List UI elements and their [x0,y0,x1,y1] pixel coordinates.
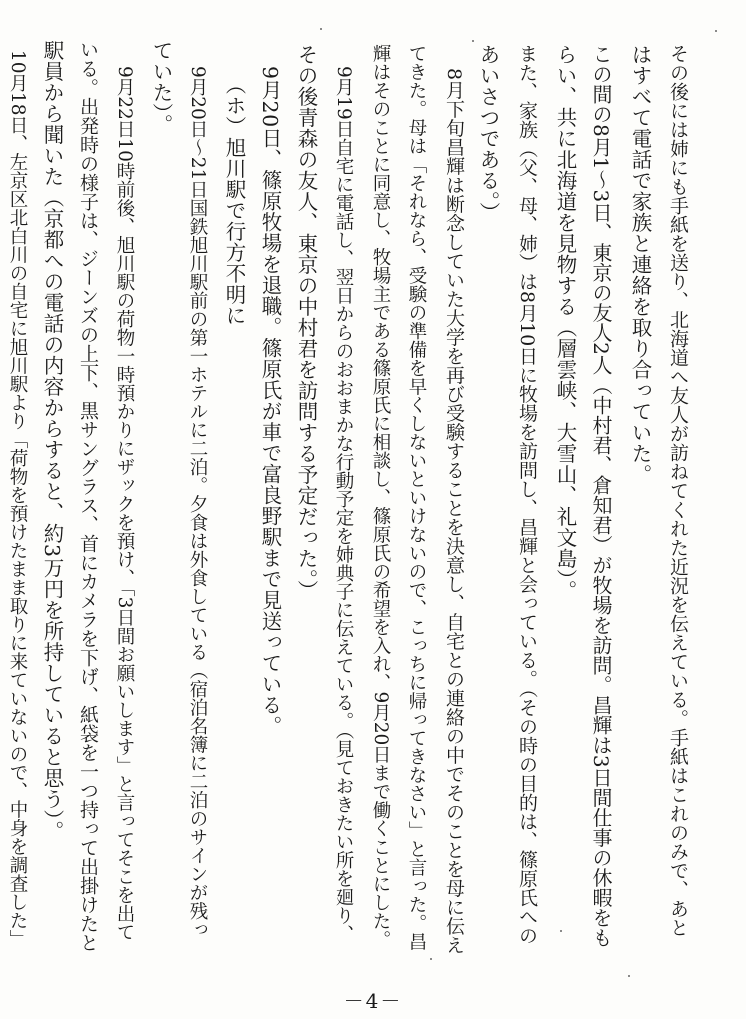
text-column-18: 駅員から聞いた（京都への電話の内容からすると、約3万円を所持していると思う）。 [40,40,64,842]
text-column-11: その後青森の友人、東京の中村君を訪問する予定だった。） [294,44,318,601]
text-column-3: この間の8月1～3日、東京の友人2人（中村君、倉知君）が牧場を訪問。昌輝は3日間仕事の休暇をも [589,44,613,948]
text-column-19: 10月18日、左京区北白川の自宅に旭川駅より「荷物を預けたまま取りに来ていないので、中身を調査した」 [7,50,28,949]
scan-speck [560,930,562,932]
text-column-1: その後には姉にも手紙を送り、北海道へ友人が訪ねてくれた近況を伝えている。手紙はこれのみで、あと [667,44,689,937]
scan-speck [472,40,474,42]
text-column-7: 8月下旬昌輝は断念していた大学を再び受験することを決意し、自宅との連絡の中でそのことを母に伝え [443,68,465,955]
text-column-15: ていた）。 [149,40,173,135]
text-column-10: 9月19日自宅に電話し、翌日からのおおまかな行動予定を姉典子に伝えている。（見ておきたい所を廻り、 [333,66,354,944]
text-column-12: 9月20日、篠原牧場を退職。篠原氏が車で富良野駅まで見送っている。 [258,66,282,737]
text-column-4: らい、共に北海道を見物する（層雲峡、大雪山、礼文島）。 [553,44,577,601]
text-column-17: いる。出発時の様子は、ジーンズの上下、黒サングラス、首にカメラを下げ、紙袋を一つ持って出掛けたと [77,40,99,952]
text-column-2: はすべて電話で家族と連絡を取り合っていた。 [628,44,652,485]
scan-speck [628,975,630,977]
scan-speck [430,958,432,960]
text-column-5: また、家族（父、母、姉）は8月10日に牧場を訪問し、昌輝と会っている。（その時の目的は、篠原氏への [516,44,538,945]
page-number: －4－ [343,989,403,1013]
scan-speck [320,28,322,30]
text-column-8: てきた。母は「それなら、受験の準備を早くしないといけないので、こっちに帰ってきなさい」と言った。昌 [406,44,427,951]
text-column-14: 9月20日～21日国鉄旭川駅前の第一ホテルに二泊。夕食は外食している（宿泊名簿に二泊のサインが残っ [187,66,208,939]
text-column-16: 9月22日10時前後、旭川駅の荷物一時預かりにザックを預け、「3日間お願いします」と言ってそこを出て [114,66,135,942]
section-heading: （ホ）旭川駅で行方不明に [222,74,246,326]
scan-speck [715,30,717,32]
text-column-6: あいさつである。） [476,44,500,223]
text-column-9: 輝はそのことに同意し、牧場主である篠原氏に相談し、篠原氏の希望を入れ、9月20日まで働くことにした。 [370,44,391,949]
